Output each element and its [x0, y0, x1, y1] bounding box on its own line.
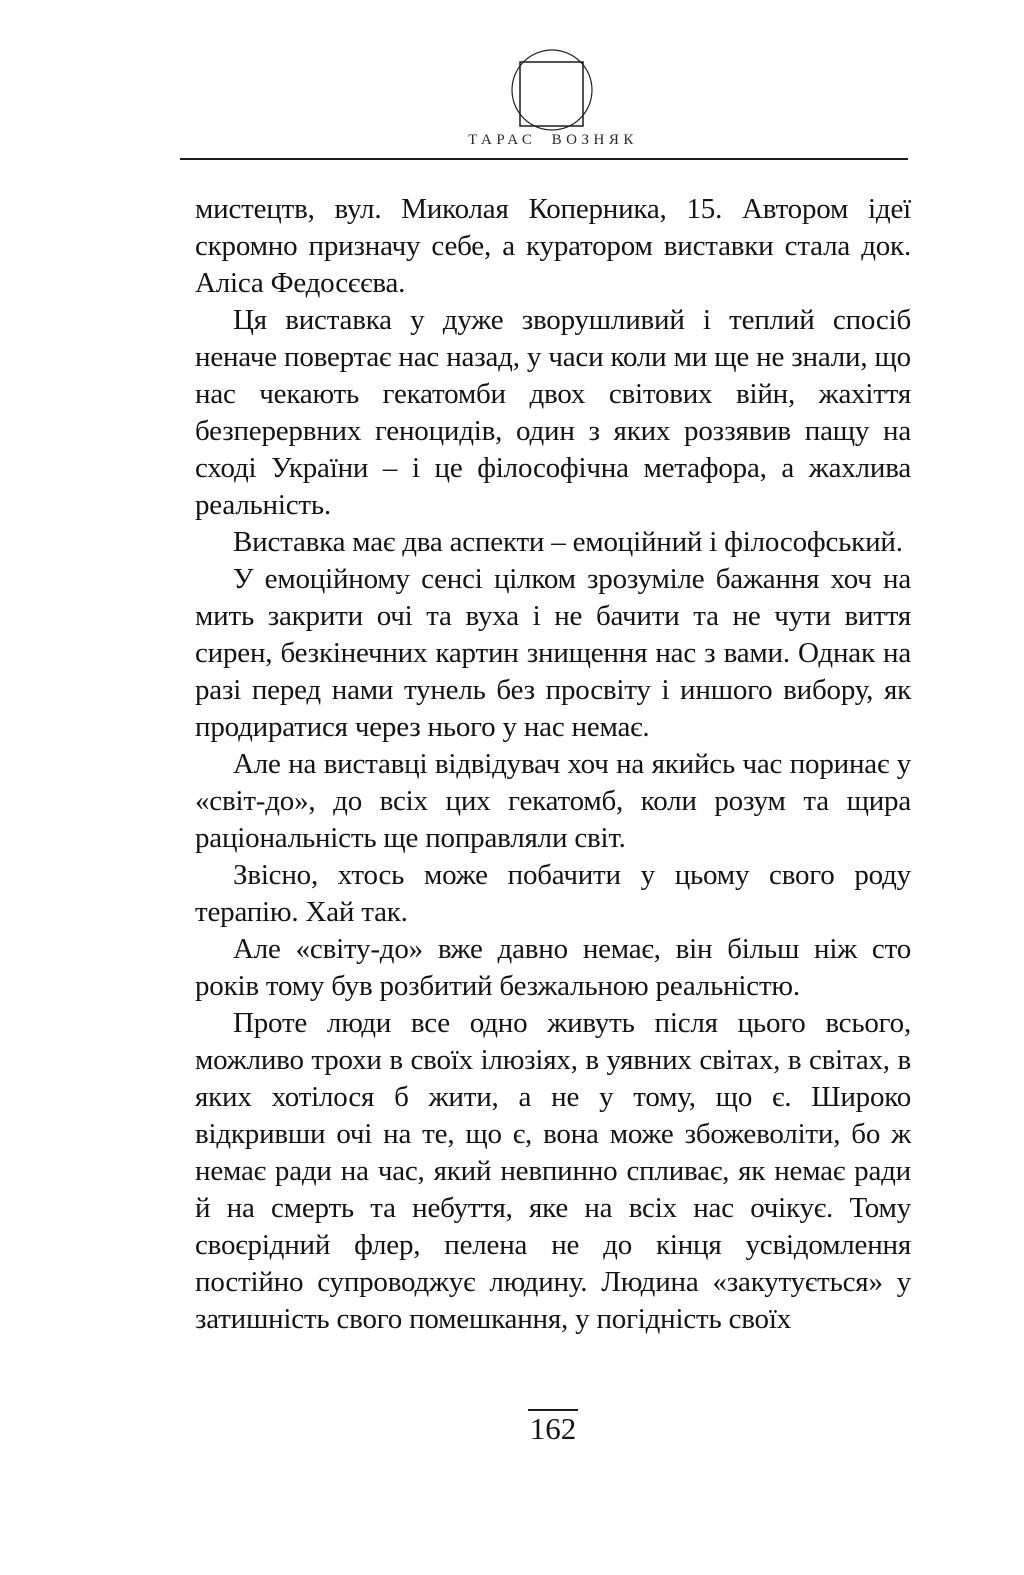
running-header-author: ТАРАС ВОЗНЯК [468, 132, 638, 148]
paragraph: У емоційному сенсі цілком зрозуміле бажання хоч на мить закрити очі та вуха і не бачити та не чути виття сирен, безкінечних картин знищення нас з вами. Однак на разі перед нами тунель без просвіту і иншого вибору, як продиратися через нього у нас немає. [195, 563, 911, 743]
page-footer [195, 1409, 911, 1446]
header-rule [180, 158, 908, 160]
paragraph: мистецтв, вул. Миколая Коперника, 15. Автором ідеї скромно призначу себе, а куратором виставки стала док. Аліса Федосєєва. [195, 193, 911, 299]
emblem-svg [511, 49, 593, 131]
paragraph: Звісно, хтось може побачити у цьому свого роду терапію. Хай так. [195, 859, 911, 928]
paragraph: Але на виставці відвідувач хоч на якийсь час поринає у «світ-до», до всіх цих гекатомб, коли розум та щира раціональність ще поправляли світ. [195, 748, 911, 854]
paragraph: Ця виставка у дуже зворушливий і теплий спосіб неначе повертає нас назад, у часи коли ми ще не знали, що нас чекають гекатомби двох світових війн, жахіття безперервних геноцидів, один з яких роззявив пащу на сході України – і це філософічна метафора, а жахлива реальність. [195, 304, 911, 521]
circle-square-emblem-icon [511, 49, 593, 131]
page-number: 162 [529, 1411, 577, 1446]
paragraph: Проте люди все одно живуть після цього всього, можливо трохи в своїх ілюзіях, в уявних світах, в світах, в яких хотілося б жити, а не у тому, що є. Широко відкривши очі на те, що є, вона може збожеволіти, бо ж немає ради на час, який невпинно спливає, як немає ради й на смерть та небуття, яке на всіх нас очікує. Тому своєрідний флер, пелена не до кінця усвідомлення постійно супроводжує людину. Людина «закутується» у затишність свого помешкання, у погідність своїх [195, 1007, 911, 1335]
paragraph: Виставка має два аспекти – емоційний і філософський. [233, 526, 903, 558]
page-text-block [195, 191, 911, 1338]
paragraph: Але «світу-до» вже давно немає, він більш ніж сто років тому був розбитий безжальною реальністю. [195, 933, 911, 1002]
